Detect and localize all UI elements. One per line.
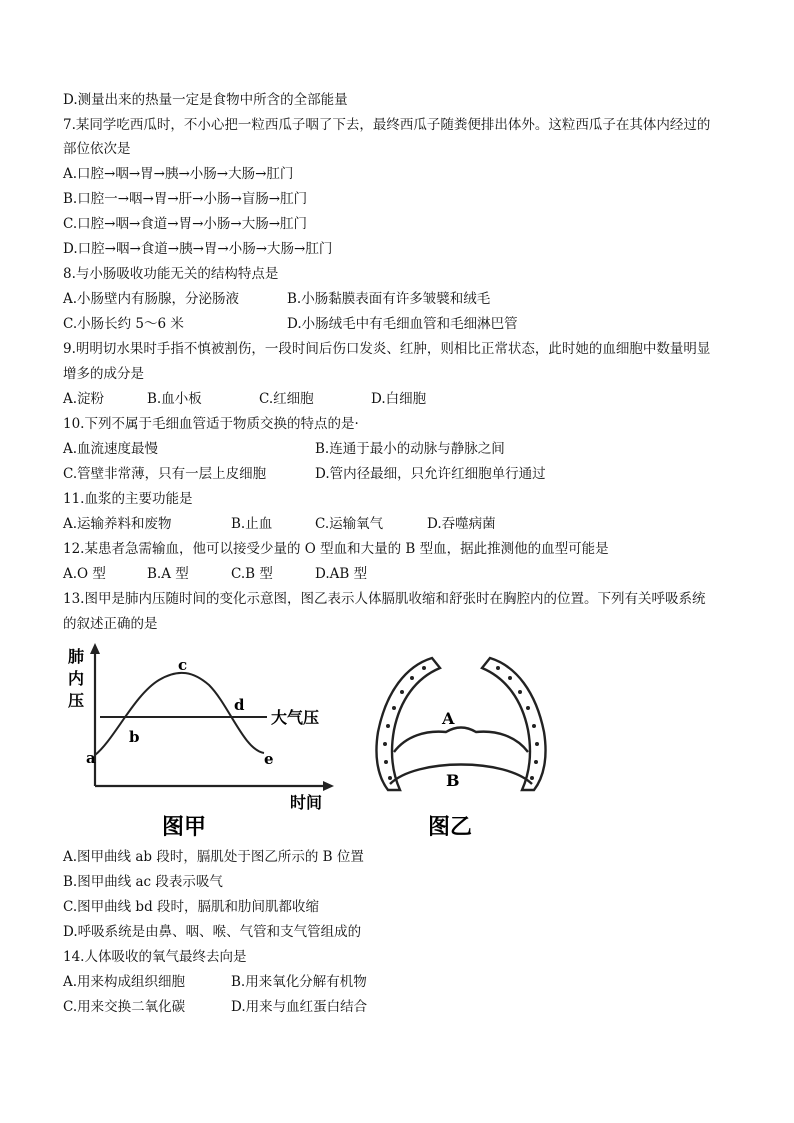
x-axis-arrow xyxy=(323,781,334,791)
q14-option-a: A.用来构成组织细胞 xyxy=(63,974,186,990)
q9-option-d: D.白细胞 xyxy=(371,391,427,407)
q7-option-d: D.口腔→咽→食道→胰→胃→小肠→大肠→肛门 xyxy=(63,241,333,257)
q12-option-b: B.A 型 xyxy=(147,566,189,582)
atmospheric-pressure-label: 大气压 xyxy=(271,708,320,727)
q10-stem: 10.下列不属于毛细血管适于物质交换的特点的是· xyxy=(63,416,359,432)
q11-stem: 11.血浆的主要功能是 xyxy=(63,491,193,507)
figure-yi-diaphragm-diagram xyxy=(366,652,556,844)
q8-stem: 8.与小肠吸收功能无关的结构特点是 xyxy=(63,266,279,282)
point-e-label: e xyxy=(264,750,274,768)
x-axis-label: 时间 xyxy=(290,793,323,812)
q10-option-a: A.血流速度最慢 xyxy=(63,441,159,457)
q7-option-a: A.口腔→咽→胃→胰→小肠→大肠→肛门 xyxy=(63,166,294,182)
q11-option-b: B.止血 xyxy=(231,516,273,532)
point-a-label: a xyxy=(86,749,96,767)
right-rib xyxy=(482,658,546,790)
q7-stem-line2: 部位依次是 xyxy=(63,141,131,157)
q9-stem-line2: 增多的成分是 xyxy=(63,366,144,382)
q9-option-a: A.淀粉 xyxy=(63,391,105,407)
label-b: B xyxy=(446,771,460,790)
q9-option-b: B.血小板 xyxy=(147,391,202,407)
q11-option-c: C.运输氧气 xyxy=(315,516,384,532)
diaphragm-position-b xyxy=(390,765,532,785)
q10-option-c: C.管壁非常薄，只有一层上皮细胞 xyxy=(63,466,267,482)
figure-yi-caption: 图乙 xyxy=(428,814,473,840)
q12-option-d: D.AB 型 xyxy=(315,566,368,582)
q13-option-d: D.呼吸系统是由鼻、咽、喉、气管和支气管组成的 xyxy=(63,924,362,940)
q14-option-b: B.用来氧化分解有机物 xyxy=(231,974,367,990)
q9-option-c: C.红细胞 xyxy=(259,391,314,407)
q8-option-c: C.小肠长约 5～6 米 xyxy=(63,316,184,332)
figure-jia-caption: 图甲 xyxy=(162,814,207,840)
q7-stem-line1: 7.某同学吃西瓜时，不小心把一粒西瓜子咽了下去，最终西瓜子随粪便排出体外。这粒西瓜子在其体内经过的 xyxy=(63,117,711,133)
q12-option-c: C.B 型 xyxy=(231,566,273,582)
figure-jia-lung-pressure-diagram xyxy=(64,640,354,850)
point-d-label: d xyxy=(234,696,245,714)
q13-stem-line1: 13.图甲是肺内压随时间的变化示意图，图乙表示人体膈肌收缩和舒张时在胸腔内的位置。下列有关呼吸系统 xyxy=(63,591,706,607)
q8-option-d: D.小肠绒毛中有毛细血管和毛细淋巴管 xyxy=(287,316,518,332)
point-c-label: c xyxy=(178,656,188,674)
left-rib xyxy=(376,658,440,790)
y-label-2: 内 xyxy=(68,669,85,688)
q13-option-b: B.图甲曲线 ac 段表示吸气 xyxy=(63,874,223,890)
q12-stem: 12.某患者急需输血，他可以接受少量的 O 型血和大量的 B 型血，据此推测他的血型可能是 xyxy=(63,541,609,557)
q13-stem-line2: 的叙述正确的是 xyxy=(63,616,158,632)
q12-option-a: A.O 型 xyxy=(63,566,106,582)
q13-option-c: C.图甲曲线 bd 段时，膈肌和肋间肌都收缩 xyxy=(63,899,320,915)
q14-option-d: D.用来与血红蛋白结合 xyxy=(231,999,368,1015)
q8-option-b: B.小肠黏膜表面有许多皱襞和绒毛 xyxy=(287,291,491,307)
y-label-3: 压 xyxy=(68,691,85,710)
q10-option-b: B.连通于最小的动脉与静脉之间 xyxy=(315,441,505,457)
q13-option-a: A.图甲曲线 ab 段时，膈肌处于图乙所示的 B 位置 xyxy=(63,849,364,865)
q8-option-a: A.小肠壁内有肠腺，分泌肠液 xyxy=(63,291,240,307)
q6-option-d: D.测量出来的热量一定是食物中所含的全部能量 xyxy=(63,92,348,108)
q9-stem-line1: 9.明明切水果时手指不慎被割伤，一段时间后伤口发炎、红肿，则相比正常状态，此时她的血细胞中数量明显 xyxy=(63,341,711,357)
label-a: A xyxy=(442,709,455,728)
q10-option-d: D.管内径最细，只允许红细胞单行通过 xyxy=(315,466,546,482)
q11-option-d: D.吞噬病菌 xyxy=(427,516,496,532)
q11-option-a: A.运输养料和废物 xyxy=(63,516,172,532)
left-rib-dots xyxy=(383,666,426,780)
point-b-label: b xyxy=(129,728,140,746)
q7-option-b: B.口腔一→咽→胃→肝→小肠→盲肠→肛门 xyxy=(63,191,308,207)
y-label-1: 肺 xyxy=(68,647,85,666)
right-rib-dots xyxy=(496,666,539,780)
q7-option-c: C.口腔→咽→食道→胃→小肠→大肠→肛门 xyxy=(63,216,308,232)
q14-stem: 14.人体吸收的氧气最终去向是 xyxy=(63,949,247,965)
y-axis-arrow xyxy=(90,643,100,654)
diaphragm-position-a xyxy=(394,728,528,753)
q14-option-c: C.用来交换二氧化碳 xyxy=(63,999,186,1015)
